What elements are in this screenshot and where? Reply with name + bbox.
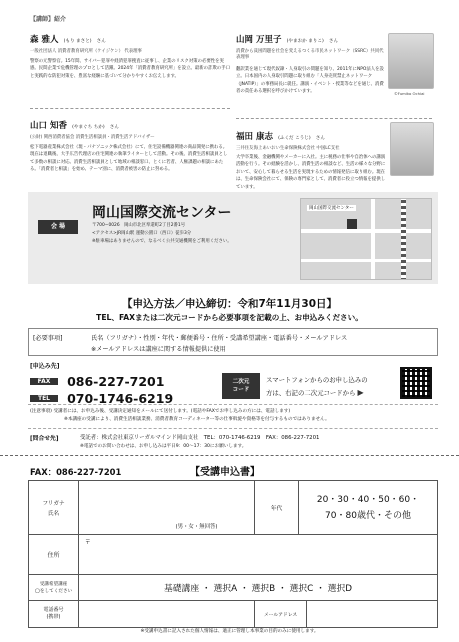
speakers-header: 【講師】紹介 <box>30 16 67 23</box>
map-road <box>301 229 432 233</box>
speaker-reading: (ふくだ こうじ) <box>278 136 311 141</box>
email-cell <box>255 601 438 628</box>
divider <box>28 428 438 429</box>
speaker-name: 森 雅人 <box>30 35 59 45</box>
speaker-bio: 警察の元警察官。15年間、サイバー犯罪や経済犯罪捜査に従事し、企業のリスク対策の必要性を実感。民間企業で危機管理のプロとして活躍。2024年「消費者教育研究所」を設立。最新の詐欺の手口と実践的な防犯対策を、豊富な経験に基づいて分かりやすくお伝えします。 <box>30 59 230 79</box>
qr-text-line2 <box>266 388 364 397</box>
email-field[interactable] <box>307 601 437 627</box>
course-label-line2: ◯をしてください <box>34 588 73 594</box>
age-options-line2: 70・80歳代・その他 <box>325 510 411 521</box>
speaker-suffix: さん <box>315 136 325 141</box>
inquiry-line1: 受託者：株式会社東京リーガルマインド岡山支社 TEL：070-1746-6219 FAX：086-227-7201 <box>80 435 320 441</box>
qr-text-line1: スマートフォンからのお申し込みの <box>266 376 368 384</box>
speaker-bio: 松下電器産業株式会社（現・パナソニック株式会社）にて、住宅設備機器関連の商品開発に携わる。現在は退職後、大手広告代理店の住宅関連の執筆ライターとして活動。その後、消費生活相談員として多数の相談に対応。消費生活相談員として地域の相談窓口、とくに若者、人権課題の相談にあたる。「消費者と相談」を始め、テーマ別に、消費者被害の防止に努める。 <box>30 145 228 173</box>
speaker-photo <box>390 122 434 176</box>
fax-number: 086-227-7201 <box>67 374 165 389</box>
speaker-name: 山口 知香 <box>30 121 67 131</box>
map-railway <box>401 199 406 280</box>
venue-address: 〒700−0026 岡山市北区奉還町2丁目2番1号 <box>92 223 186 228</box>
phone-label-cell <box>29 601 79 628</box>
age-options[interactable] <box>299 481 438 535</box>
course-options[interactable] <box>79 575 438 601</box>
tel-label: TEL <box>30 395 58 402</box>
speaker-photo <box>388 33 434 89</box>
speaker-bio: 大学卒業後、金融機関やメーカーに入社。主に税務の仕事や自治体への講演活動を行う。その経験を活かし、消費生活の相談など、生活の様々な分野において、安心して暮らせる生活を実現するための情報発信に取り組む。現在は、生命保険会社にて、保険の専門家として、消費者に役立つ情報を提供しています。 <box>236 155 386 190</box>
notes-label: (注意事項) <box>30 409 52 414</box>
form-footer-note: ※受講申込書に記入された個人情報は、適正に管理し本事業の目的のみに使用します。 <box>140 629 319 634</box>
photo-credit: ©Fumiko Ochiai <box>394 91 425 96</box>
fax-label: FAX <box>30 378 58 385</box>
qr-code[interactable] <box>400 367 432 399</box>
arrow-right-icon: ▶ <box>357 388 364 397</box>
age-label-cell <box>255 481 299 535</box>
speaker-suffix: さん <box>328 39 339 44</box>
venue-access: <アクセス>JR岡山駅 運動公園口（西口）徒歩3分 <box>92 231 192 236</box>
speaker-1 <box>30 27 230 102</box>
form-fax: FAX：086-227-7201 <box>30 467 122 477</box>
apply-subtitle: TEL、FAXまたは二次元コードから必要事項を記載の上、お申込みください。 <box>96 313 363 322</box>
speaker-bio: 翻訳業を通じて現代奴隷・人身取引の問題を知り、2011年にNPO法人を設立。日本国内の人身取引問題に取り組む「人身売買禁止ネットワーク（JNATIP）」の事務局長に就任。講演・イベント・授業等などを通じ、消費者の責任ある選択を呼びかけています。 <box>236 67 384 95</box>
inquiry-line2: ※電話でのお問い合わせは、お申し込みは平日9：00〜17：30にお願いします。 <box>80 444 247 449</box>
speaker-name: 山岡 万里子 <box>236 35 282 45</box>
notes-line1: 受講者には、お申込み後、受講決定通知をメールにて送付します。(電話やFAXでお申し込みの方には、電話します) <box>53 409 291 414</box>
speaker-title: 三井住友海上あいおい生命保険株式会社 中国LC支社 <box>236 146 340 151</box>
address-label: 住所 <box>47 552 60 559</box>
speaker-title: (公財) 関西消費者協会 消費生活相談員・消費生活アドバイザー <box>30 135 155 140</box>
venue-note: ※駐車場はありませんので、なるべく公共交通機関をご利用ください。 <box>92 239 232 244</box>
postal-mark: 〒 <box>85 540 91 546</box>
map-venue-marker <box>347 219 357 229</box>
address-label-cell <box>29 535 79 575</box>
furigana-label: フリガナ <box>42 500 65 507</box>
apply-title: 【申込方法／申込締切：令和7年11月30日】 <box>121 298 338 310</box>
name-label: 氏名 <box>47 510 60 517</box>
map-road <box>301 259 432 262</box>
form-title: 【受講申込書】 <box>190 467 260 478</box>
venue-section <box>28 192 438 284</box>
required-items: 氏名（フリガナ）・性別・年代・郵便番号・住所・受講希望講座・電話番号・メールアドレス <box>91 335 348 342</box>
phone-label-line1: 電話番号 <box>43 607 64 613</box>
notes <box>30 408 438 423</box>
phone-field[interactable] <box>79 601 255 628</box>
speaker-reading: (やまおか まりこ) <box>286 39 324 44</box>
course-label-line1: 受講希望講座 <box>39 581 68 587</box>
required-label: [必要事項] <box>33 335 63 342</box>
venue-map <box>300 198 432 280</box>
age-options-line1: 20・30・40・50・60・ <box>316 494 420 505</box>
course-label-cell <box>29 575 79 601</box>
phone-label-line2: (携帯) <box>46 614 61 620</box>
venue-label: 会 場 <box>38 220 78 234</box>
email-label: メールアドレス <box>255 601 307 627</box>
qr-text-line2-text: 方は、右記の二次元コードから <box>266 389 356 397</box>
speaker-3 <box>30 113 230 202</box>
speaker-2 <box>236 27 386 118</box>
inquiry-label: [問合せ先] <box>30 436 59 442</box>
venue-name: 岡山国際交流センター <box>92 205 232 221</box>
divider <box>30 108 230 109</box>
required-box <box>28 328 438 356</box>
gender-note: (男・女・無回答) <box>175 524 218 530</box>
application-form <box>28 480 438 628</box>
map-road <box>371 199 375 280</box>
qr-label-line2: コード <box>232 387 250 393</box>
course-options-text: 基礎講座 ・ 選択A ・ 選択B ・ 選択C ・ 選択D <box>163 584 353 594</box>
destination-label: [申込み先] <box>30 363 60 370</box>
speaker-suffix: さん <box>96 39 106 44</box>
tel-number: 070-1746-6219 <box>67 391 174 406</box>
address-field[interactable] <box>79 535 438 575</box>
speaker-title: 消費から貧困問題を社会を変えるつくる市民ネットワーク（SSRC）共同代表理事 <box>236 49 384 60</box>
speaker-name: 福田 康志 <box>236 132 273 142</box>
speaker-title: 一般社団法人 消費者教育研究所（ケイジケン） 代表理事 <box>30 49 142 54</box>
required-note: ※メールアドレスは講座に関する情報提供に使用 <box>91 346 226 353</box>
divider <box>28 404 438 405</box>
notes-line2: ※本講座の受講により、消費生活相談業務、消費者教育コーディネーター等の仕事斡旋や資格等を付与するものではありません。 <box>64 416 330 422</box>
map-label: 岡山国際交流センター <box>309 206 354 211</box>
speaker-reading: (もり まさと) <box>63 39 92 44</box>
cut-line <box>0 455 459 456</box>
qr-label-line1: 二次元 <box>232 379 250 385</box>
qr-label <box>222 373 260 399</box>
speaker-suffix: さん <box>109 125 119 130</box>
speaker-reading: (やまぐち ちか) <box>72 125 105 130</box>
name-label-cell <box>29 481 79 535</box>
name-field[interactable] <box>79 481 255 535</box>
divider <box>236 118 432 119</box>
age-label: 年代 <box>270 506 283 512</box>
